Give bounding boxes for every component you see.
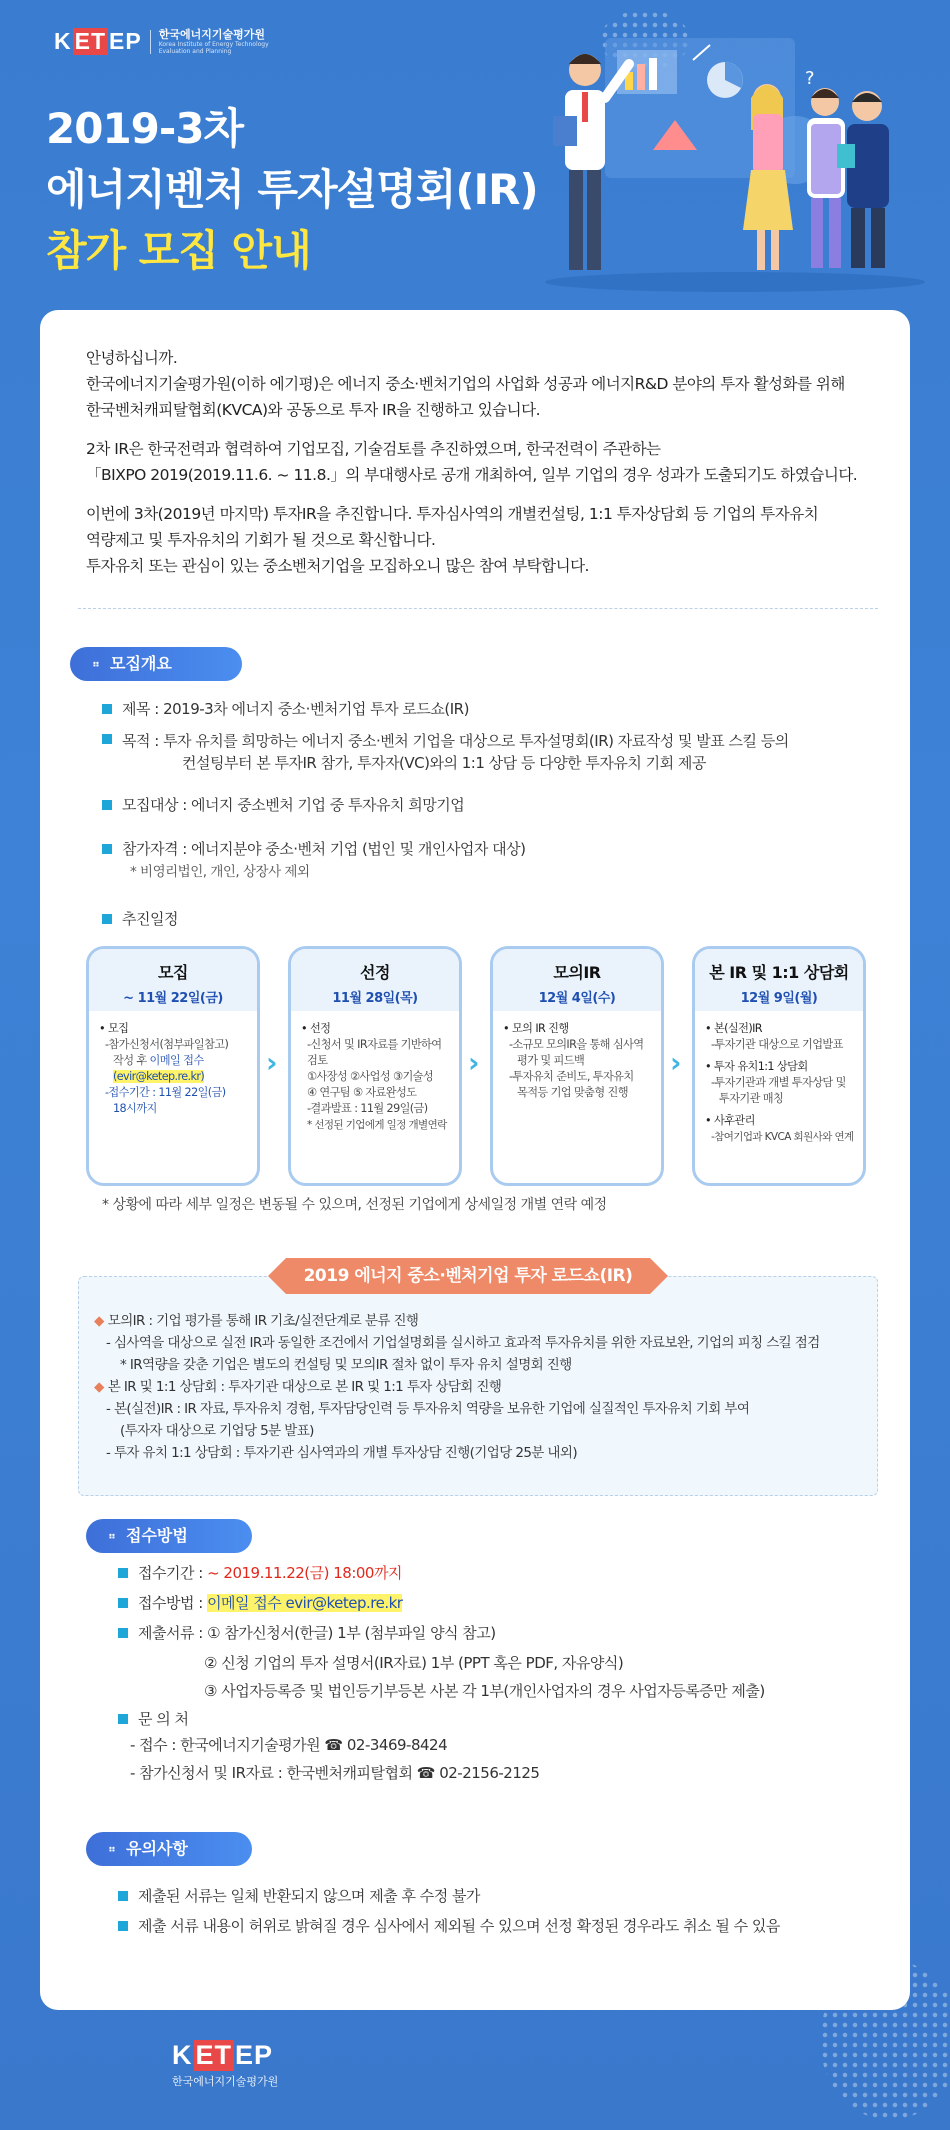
step-mock-ir-l1: • 모의 IR 진행 xyxy=(503,1022,569,1035)
roadshow-content xyxy=(94,1310,854,1464)
step-mock-ir-body xyxy=(493,1011,661,1101)
step-selection-date: 11월 28일(목) xyxy=(332,991,418,1006)
step-main-ir-l1: • 본(실전)IR xyxy=(705,1022,762,1035)
intro-p1-line2: 한국에너지기술평가원(이하 에기평)은 에너지 중소·벤처기업의 사업화 성공과 에너지R&D 분야의 투자 활성화를 위해 xyxy=(86,375,845,393)
step-main-ir-body xyxy=(695,1011,863,1145)
title-line2: 에너지벤처 투자설명회(IR) xyxy=(46,165,538,214)
step-mock-ir-head xyxy=(493,949,661,1011)
apply-contact xyxy=(118,1708,878,1734)
overview-target xyxy=(102,794,882,838)
intro-p3-line1: 이번에 3차(2019년 마지막) 투자IR을 추진합니다. 투자심사역의 개별컨설팅, 1:1 투자상담회 등 기업의 투자유치 xyxy=(86,505,819,523)
step-recruit-l2: -참가신청서(첨부파일참고) xyxy=(105,1038,229,1051)
step-mock-ir-title: 모의IR xyxy=(553,963,601,982)
intro-greeting: 안녕하십니까. xyxy=(86,349,178,367)
apply-doc3: ③ 사업자등록증 및 법인등기부등본 사본 각 1부(개인사업자의 경우 사업자등록증만 제출) xyxy=(204,1682,765,1700)
diamond-icon: ◆ xyxy=(94,1379,104,1395)
step-selection-l4: ①사장성 ②사업성 ③기술성 xyxy=(307,1070,434,1083)
roadshow-r5: - 본(실전)IR : IR 자료, 투자유치 경험, 투자담당인력 등 투자유치 역량을 보유한 기업에 실질적인 투자유치 기회 부여 xyxy=(106,1401,750,1417)
section-heading-caution xyxy=(86,1832,252,1866)
ketep-logo: K ET EP xyxy=(54,28,142,54)
schedule-steps xyxy=(86,946,866,1186)
caution-item-2: 제출 서류 내용이 허위로 밝혀질 경우 심사에서 제외될 수 있으며 선정 확정된 경우라도 취소 될 수 있음 xyxy=(118,1915,878,1945)
overview-target-text: 모집대상 : 에너지 중소벤처 기업 중 투자유치 희망기업 xyxy=(122,796,465,814)
step-mock-ir-l2: -소규모 모의IR을 통해 심사역 xyxy=(509,1038,644,1051)
business-people-illustration xyxy=(525,20,925,300)
step-selection-l6: -결과발표 : 11월 29일(금) xyxy=(307,1102,428,1115)
apply-contact1: - 접수 : 한국에너지기술평가원 ☎ 02-3469-8424 xyxy=(130,1736,448,1754)
apply-method xyxy=(118,1592,878,1622)
roadshow-r6: (투자자 대상으로 기업당 5분 발표) xyxy=(120,1423,314,1439)
overview-subject xyxy=(102,698,882,728)
intro-p3-line2: 역량제고 및 투자유치의 기회가 될 것으로 확신합니다. xyxy=(86,531,436,549)
apply-docs-label: 제출서류 : xyxy=(138,1624,208,1642)
apply-list xyxy=(118,1562,878,1790)
intro-p2-line2: 「BIXPO 2019(2019.11.6. ~ 11.8.」의 부대행사로 공개 개최하여, 일부 기업의 경우 성과가 도출되기도 하였습니다. xyxy=(86,466,858,484)
roadshow-r4: 본 IR 및 1:1 상담회 : 투자기관 대상으로 본 IR 및 1:1 투자 상담회 진행 xyxy=(107,1379,502,1395)
step-recruit-l1: • 모집 xyxy=(99,1022,129,1035)
step-recruit-l4 xyxy=(99,1069,249,1085)
step-selection-l7: * 선정된 기업에게 일정 개별연락 xyxy=(307,1119,447,1131)
apply-contact-label: 문 의 처 xyxy=(138,1710,189,1728)
footer-ketep-logo: K ET EP xyxy=(172,2040,274,2070)
org-sub-1: Korea Institute of Energy Technology xyxy=(158,41,269,48)
intro-text xyxy=(86,345,876,592)
step-mock-ir-l5: 목적등 기업 맞춤형 진행 xyxy=(517,1086,628,1099)
footer-brand xyxy=(172,2040,278,2089)
step-mock-ir-l4: -투자유치 준비도, 투자유치 xyxy=(509,1070,634,1083)
grid-dots-icon: ⠶ xyxy=(92,659,99,670)
svg-text:?: ? xyxy=(805,68,815,89)
step-main-ir-l2: -투자기관 대상으로 기업발표 xyxy=(711,1038,843,1051)
roadshow-item-main xyxy=(94,1376,854,1398)
step-main-ir-date: 12월 9일(월) xyxy=(740,991,818,1006)
step-recruit-l3 xyxy=(99,1053,249,1069)
step-recruit-head xyxy=(89,949,257,1011)
step-selection-l5: ④ 연구팀 ⑤ 자료완성도 xyxy=(307,1086,417,1099)
apply-period-label: 접수기간 : xyxy=(138,1564,208,1582)
step-recruit-l5: -접수기간 : 11월 22일(금) xyxy=(105,1086,226,1099)
intro-p2-line1: 2차 IR은 한국전력과 협력하여 기업모집, 기술검토를 추진하였으며, 한국전력이 주관하는 xyxy=(86,440,661,458)
overview-purpose-line1: 목적 : 투자 유치를 희망하는 에너지 중소·벤처 기업을 대상으로 투자설명회(IR) 자료작성 및 발표 스킬 등의 xyxy=(122,732,789,750)
step-main-ir-title: 본 IR 및 1:1 상담회 xyxy=(709,963,849,982)
step-main-ir-l7: -참여기업과 KVCA 회원사와 연계 xyxy=(711,1131,854,1143)
step-selection-head xyxy=(291,949,459,1011)
overview-list xyxy=(102,698,882,938)
chevron-right-icon: › xyxy=(670,1046,682,1079)
org-block xyxy=(159,28,269,55)
step-selection-l3: 검토 xyxy=(307,1054,328,1067)
step-selection-body xyxy=(291,1011,459,1133)
apply-docs xyxy=(118,1622,878,1652)
step-main-ir-head xyxy=(695,949,863,1011)
caution-item-1: 제출된 서류는 일체 반환되지 않으며 제출 후 수정 불가 xyxy=(118,1885,878,1915)
step-main-ir-l6: • 사후관리 xyxy=(705,1114,755,1127)
org-sub-2: Evaluation and Planning xyxy=(158,48,232,55)
apply-doc1: ① 참가신청서(한글) 1부 (첨부파일 양식 참고) xyxy=(207,1624,496,1642)
step-recruit-l3a: 작성 후 xyxy=(113,1054,150,1067)
apply-contact2: - 참가신청서 및 IR자료 : 한국벤처캐피탈협회 ☎ 02-2156-2125 xyxy=(130,1764,540,1782)
section-heading-apply xyxy=(86,1519,252,1553)
overview-qualification-note: * 비영리법인, 개인, 상장사 제외 xyxy=(130,864,310,880)
org-name: 한국에너지기술평가원 xyxy=(158,28,265,41)
apply-period xyxy=(118,1562,878,1592)
main-card xyxy=(40,310,910,2010)
step-mock-ir-l3: 평가 및 피드백 xyxy=(517,1054,585,1067)
roadshow-item-mock xyxy=(94,1310,854,1332)
overview-qualification xyxy=(102,838,882,908)
intro-p1-line3: 한국벤처캐피탈협회(KVCA)와 공동으로 투자 IR을 진행하고 있습니다. xyxy=(86,401,541,419)
overview-purpose-line2: 컨설팅부터 본 투자IR 참가, 투자자(VC)와의 1:1 상담 등 다양한 투자유치 기회 제공 xyxy=(182,754,706,772)
step-main-ir-l3: • 투자 유치1:1 상담회 xyxy=(705,1060,808,1073)
step-main-ir-l4: -투자기관과 개별 투자상담 및 xyxy=(711,1076,846,1089)
title-line1: 2019-3차 xyxy=(46,104,244,153)
step-main-ir xyxy=(692,946,866,1186)
footer-org-name: 한국에너지기술평가원 xyxy=(172,2075,279,2088)
step-mock-ir xyxy=(490,946,664,1186)
caution-list xyxy=(118,1885,878,1945)
overview-subject-text: 제목 : 2019-3차 에너지 중소·벤처기업 투자 로드쇼(IR) xyxy=(122,700,469,718)
step-recruit-title: 모집 xyxy=(158,963,188,982)
apply-method-email[interactable]: 이메일 접수 evir@ketep.re.kr xyxy=(207,1594,403,1612)
grid-dots-icon: ⠶ xyxy=(108,1844,115,1855)
step-selection-l1: • 선정 xyxy=(301,1022,331,1035)
roadshow-banner-text: 2019 에너지 중소·벤처기업 투자 로드쇼(IR) xyxy=(303,1266,633,1286)
overview-schedule-label xyxy=(102,908,882,938)
title-line3: 참가 모집 안내 xyxy=(46,226,311,275)
schedule-note: * 상황에 따라 세부 일정은 변동될 수 있으며, 선정된 기업에게 상세일정 개별 연락 예정 xyxy=(102,1197,607,1213)
chevron-right-icon: › xyxy=(468,1046,480,1079)
step-main-ir-l5: 투자기관 매칭 xyxy=(719,1092,784,1105)
apply-period-value: ~ 2019.11.22(금) 18:00까지 xyxy=(207,1564,402,1582)
step-recruit-email[interactable]: (evir@ketep.re.kr) xyxy=(113,1070,205,1083)
overview-qualification-text: 참가자격 : 에너지분야 중소·벤처 기업 (법인 및 개인사업자 대상) xyxy=(122,840,526,858)
apply-heading-text: 접수방법 xyxy=(126,1526,188,1545)
chevron-right-icon: › xyxy=(266,1046,278,1079)
roadshow-r1: 모의IR : 기업 평가를 통해 IR 기초/실전단계로 분류 진행 xyxy=(107,1313,419,1329)
intro-divider xyxy=(78,608,878,609)
page-title xyxy=(46,98,538,281)
roadshow-banner xyxy=(268,1258,668,1294)
overview-heading-text: 모집개요 xyxy=(110,654,172,673)
step-selection-title: 선정 xyxy=(360,963,390,982)
caution-heading-text: 유의사항 xyxy=(126,1839,188,1858)
step-selection-l2: -신청서 및 IR자료를 기반하여 xyxy=(307,1038,442,1051)
grid-dots-icon: ⠶ xyxy=(108,1531,115,1542)
apply-method-label: 접수방법 : xyxy=(138,1594,208,1612)
apply-doc2: ② 신청 기업의 투자 설명서(IR자료) 1부 (PPT 혹은 PDF, 자유양식) xyxy=(204,1654,624,1672)
schedule-label-text: 추진일정 xyxy=(122,910,178,928)
diamond-icon: ◆ xyxy=(94,1313,104,1329)
step-recruit-body xyxy=(89,1011,257,1117)
brand-divider xyxy=(150,30,151,54)
section-heading-overview xyxy=(70,647,242,681)
step-mock-ir-date: 12월 4일(수) xyxy=(538,991,616,1006)
step-recruit-l3b: 이메일 접수 xyxy=(149,1054,204,1067)
header-brand xyxy=(54,28,269,55)
step-selection xyxy=(288,946,462,1186)
intro-p3-line3: 투자유치 또는 관심이 있는 중소벤처기업을 모집하오니 많은 참여 부탁합니다. xyxy=(86,557,589,575)
roadshow-r7: - 투자 유치 1:1 상담회 : 투자기관 심사역과의 개별 투자상담 진행(기업당 25분 내외) xyxy=(106,1445,577,1461)
roadshow-r3: * IR역량을 갖춘 기업은 별도의 컨설팅 및 모의IR 절차 없이 투자 유치 설명회 진행 xyxy=(120,1357,572,1373)
overview-purpose xyxy=(102,728,882,794)
step-recruit xyxy=(86,946,260,1186)
step-recruit-l6: 18시까지 xyxy=(113,1102,157,1115)
step-recruit-date: ~ 11월 22일(금) xyxy=(123,991,223,1006)
roadshow-r2: - 심사역을 대상으로 실전 IR과 동일한 조건에서 기업설명회를 실시하고 효과적 투자유치를 위한 자료보완, 기업의 피칭 스킬 점검 xyxy=(106,1335,820,1351)
